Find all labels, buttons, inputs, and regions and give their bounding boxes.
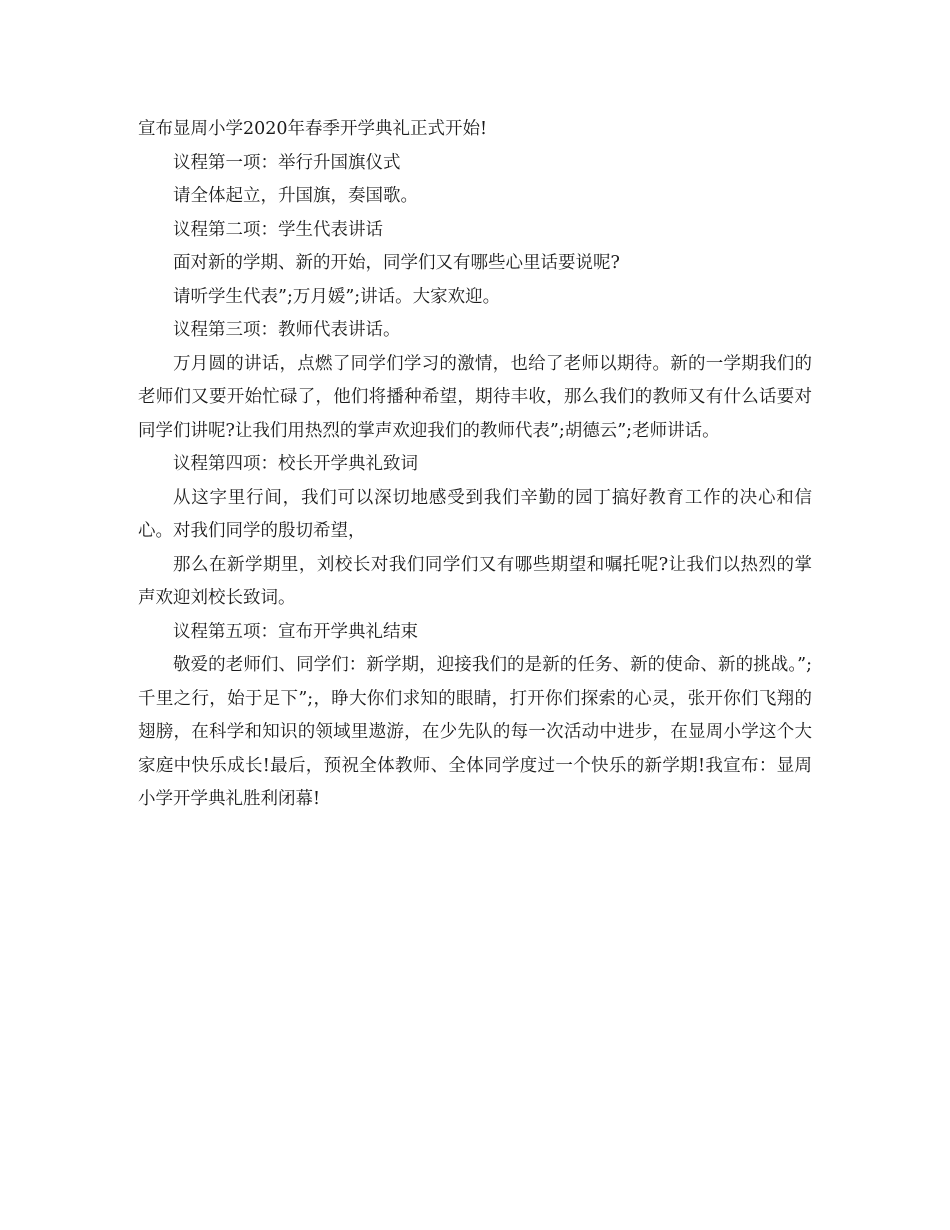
agenda-item-1-heading: 议程第一项：举行升国旗仪式: [173, 152, 401, 173]
agenda-item-3-text: 万月圆的讲话，点燃了同学们学习的激情，也给了老师以期待。新的一学期我们的老师们又要开始忙碌了，他们将播种希望，期待丰收，那么我们的教师又有什么话要对同学们讲呢?让我们用热烈的掌声欢迎我们的教师代表”;胡德云”;老师讲话。: [138, 353, 812, 441]
opening-paragraph: 宣布显周小学2020年春季开学典礼正式开始!: [138, 119, 488, 139]
agenda-item-3-heading: 议程第三项：教师代表讲话。: [173, 320, 401, 340]
document-body: [138, 113, 812, 817]
agenda-item-2-heading: 议程第二项：学生代表讲话: [173, 219, 383, 240]
agenda-item-5-heading: 议程第五项：宣布开学典礼结束: [173, 621, 418, 642]
agenda-item-4-text: 从这字里行间，我们可以深切地感受到我们辛勤的园丁搞好教育工作的决心和信心。对我们同学的殷切希望，: [138, 487, 812, 541]
agenda-item-2-text-2: 请听学生代表”;万月媛”;讲话。大家欢迎。: [173, 286, 501, 307]
closing-paragraph: 敬爱的老师们、同学们：新学期，迎接我们的是新的任务、新的使命、新的挑战。”;千里之行，始于足下”;，睁大你们求知的眼睛，打开你们探索的心灵，张开你们飞翔的翅膀，在科学和知识的领域里遨游，在少先队的每一次活动中进步，在显周小学这个大家庭中快乐成长!最后，预祝全体教师、全体同学度过一个快乐的新学期!我宣布：显周小学开学典礼胜利闭幕!: [138, 655, 812, 809]
agenda-item-4-text-2: 那么在新学期里，刘校长对我们同学们又有哪些期望和嘱托呢?让我们以热烈的掌声欢迎刘校长致词。: [138, 554, 812, 608]
agenda-item-4-heading: 议程第四项：校长开学典礼致词: [173, 454, 418, 474]
agenda-item-1-text: 请全体起立，升国旗，奏国歌。: [173, 186, 418, 206]
agenda-item-2-text: 面对新的学期、新的开始，同学们又有哪些心里话要说呢?: [173, 253, 620, 273]
